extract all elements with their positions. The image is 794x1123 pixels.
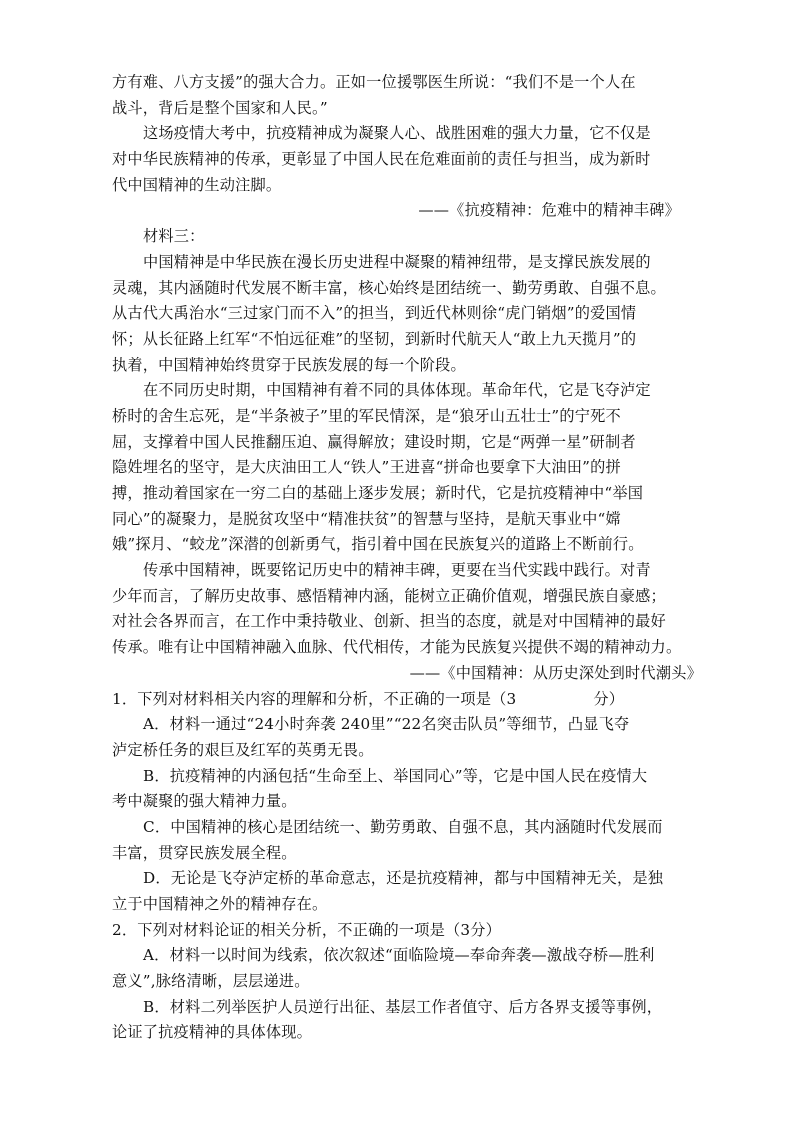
question-2-stem: 2．下列对材料论证的相关分析，不正确的一项是（3分） bbox=[112, 920, 502, 939]
text-line: 从古代大禹治水“三过家门而不入”的担当，到近代林则徐“虎门销烟”的爱国情 bbox=[112, 304, 637, 323]
question-1-option-d: D．无论是飞夺泸定桥的革命意志，还是抗疫精神，都与中国精神无关，是独 bbox=[143, 869, 664, 888]
text-line: 对社会各界而言，在工作中秉持敬业、创新、担当的态度，就是对中国精神的最好 bbox=[112, 612, 666, 631]
question-2-option-a: A．材料一以时间为线索，依次叙述“面临险境—奉命奔袭—激战夺桥—胜利 bbox=[143, 946, 655, 965]
paragraph-start: 传承中国精神，既要铭记历史中的精神丰碑，更要在当代实践中践行。对青 bbox=[143, 561, 651, 580]
question-2-option-b: B．材料二列举医护人员逆行出征、基层工作者值守、后方各界支援等事例， bbox=[143, 997, 663, 1016]
question-1-option-c: C．中国精神的核心是团结统一、勤劳勇敢、自强不息，其内涵随时代发展而 bbox=[143, 817, 663, 836]
text-line: 传承。唯有让中国精神融入血脉、代代相传，才能为民族复兴提供不竭的精神动力。 bbox=[112, 638, 682, 657]
text-line: 考中凝聚的强大精神力量。 bbox=[112, 792, 297, 811]
document-page bbox=[112, 70, 716, 1046]
text-line: 对中华民族精神的传承，更彰显了中国人民在危难面前的责任与担当，成为新时 bbox=[112, 150, 651, 169]
text-line: 论证了抗疫精神的具体体现。 bbox=[112, 1023, 313, 1042]
source-citation: ——《中国精神：从历史深处到时代潮头》 bbox=[409, 663, 702, 682]
text-line: 少年而言，了解历史故事、感悟精神内涵，能树立正确价值观，增强民族自豪感； bbox=[112, 586, 666, 605]
text-line: 隐姓埋名的坚守，是大庆油田工人“铁人”王进喜“拼命也要拿下大油田”的拼 bbox=[112, 458, 621, 477]
text-line: 执着，中国精神始终贯穿于民族发展的每一个阶段。 bbox=[112, 355, 466, 374]
paragraph-start: 中国精神是中华民族在漫长历史进程中凝聚的精神纽带，是支撑民族发展的 bbox=[143, 252, 651, 271]
text-line: 桥时的舍生忘死，是“半条被子”里的军民情深，是“狼牙山五壮士”的宁死不 bbox=[112, 406, 621, 425]
text-line: 方有难、八方支援”的强大合力。正如一位援鄂医生所说：“我们不是一个人在 bbox=[112, 73, 636, 91]
text-line: 丰富，贯穿民族发展全程。 bbox=[112, 843, 297, 862]
text-line: 立于中国精神之外的精神存在。 bbox=[112, 895, 328, 913]
text-line: 屈，支撑着中国人民推翻压迫、赢得解放；建设时期，它是“两弹一星”研制者 bbox=[112, 432, 636, 451]
text-line: 怀；从长征路上红军“不怕远征难”的坚韧，到新时代航天人“敢上九天揽月”的 bbox=[112, 329, 637, 348]
section-heading: 材料三： bbox=[143, 227, 205, 246]
question-1-option-a: A．材料一通过“24小时奔袭 240里”“22名突击队员”等细节，凸显飞夺 bbox=[143, 715, 630, 734]
paragraph-start: 这场疫情大考中，抗疫精神成为凝聚人心、战胜困难的强大力量，它不仅是 bbox=[143, 124, 651, 143]
text-line: 意义”,脉络清晰，层层递进。 bbox=[112, 972, 310, 991]
source-citation: ——《抗疫精神：危难中的精神丰碑》 bbox=[418, 201, 680, 220]
text-line: 同心”的凝聚力，是脱贫攻坚中“精准扶贫”的智慧与坚持，是航天事业中“嫦 bbox=[112, 509, 621, 528]
text-line: 战斗，背后是整个国家和人民。” bbox=[112, 98, 328, 117]
question-1-option-b: B．抗疫精神的内涵包括“生命至上、举国同心”等，它是中国人民在疫情大 bbox=[143, 766, 648, 785]
text-line: 搏，推动着国家在一穷二白的基础上逐步发展；新时代，它是抗疫精神中“举国 bbox=[112, 484, 644, 502]
text-line: 泸定桥任务的艰巨及红军的英勇无畏。 bbox=[112, 740, 374, 759]
paragraph-start: 在不同历史时期，中国精神有着不同的具体体现。革命年代，它是飞夺泸定 bbox=[143, 381, 651, 400]
text-line: 代中国精神的生动注脚。 bbox=[112, 175, 282, 194]
text-line: 娥”探月、“蛟龙”深潜的创新勇气，指引着中国在民族复兴的道路上不断前行。 bbox=[112, 535, 644, 554]
text-line: 灵魂，其内涵随时代发展不断丰富，核心始终是团结统一、勤劳勇敢、自强不息。 bbox=[112, 278, 666, 297]
question-1-stem: 1．下列对材料相关内容的理解和分析，不正确的一项是（3 分） bbox=[112, 689, 625, 708]
